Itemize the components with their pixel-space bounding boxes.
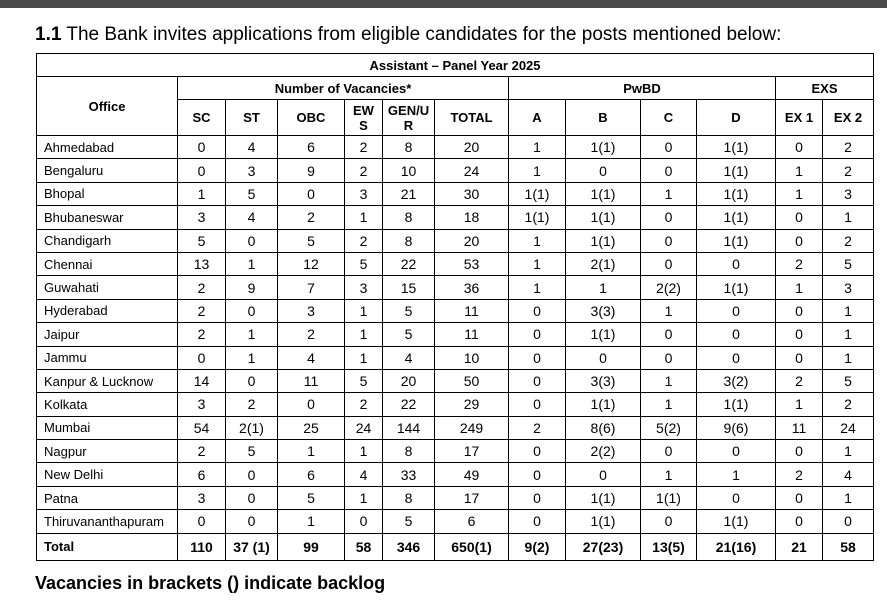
- vacancy-cell-ex1: 2: [776, 463, 823, 486]
- vacancy-cell-sc: 5: [178, 229, 226, 252]
- vacancy-cell-st: 4: [226, 206, 278, 229]
- vacancy-cell-ews: 1: [345, 346, 383, 369]
- column-header-st: ST: [226, 100, 278, 136]
- vacancy-cell-st: 5: [226, 440, 278, 463]
- table-row: [37, 510, 874, 533]
- vacancy-cell-gen-ur: 21: [383, 182, 435, 205]
- vacancy-cell-pwbd-a: 0: [509, 440, 566, 463]
- vacancy-cell-pwbd-c: 0: [641, 206, 697, 229]
- vacancy-cell-ex1: 2: [776, 252, 823, 275]
- vacancy-cell-ews: 1: [345, 206, 383, 229]
- vacancy-cell-st: 1: [226, 323, 278, 346]
- vacancies-group-header: Number of Vacancies*: [178, 77, 509, 100]
- total-cell-pwbd-b: 27(23): [566, 533, 641, 560]
- vacancy-cell-st: 0: [226, 299, 278, 322]
- vacancy-cell-total: 17: [435, 440, 509, 463]
- office-name-cell: Bengaluru: [37, 159, 178, 182]
- table-row: [37, 369, 874, 392]
- vacancy-cell-gen-ur: 4: [383, 346, 435, 369]
- vacancy-cell-pwbd-d: 1(1): [697, 276, 776, 299]
- total-cell-pwbd-a: 9(2): [509, 533, 566, 560]
- vacancy-cell-gen-ur: 20: [383, 369, 435, 392]
- vacancy-cell-ews: 2: [345, 229, 383, 252]
- column-header-pwbd-a: A: [509, 100, 566, 136]
- office-name-cell: Jammu: [37, 346, 178, 369]
- vacancy-cell-obc: 0: [278, 393, 345, 416]
- vacancy-cell-ews: 5: [345, 252, 383, 275]
- table-row: [37, 252, 874, 275]
- vacancy-cell-pwbd-d: 0: [697, 299, 776, 322]
- office-name-cell: Kolkata: [37, 393, 178, 416]
- vacancy-cell-ex1: 0: [776, 206, 823, 229]
- total-cell-ews: 58: [345, 533, 383, 560]
- vacancy-cell-obc: 7: [278, 276, 345, 299]
- vacancy-cell-ex1: 1: [776, 276, 823, 299]
- vacancy-cell-gen-ur: 33: [383, 463, 435, 486]
- office-name-cell: Thiruvananthapuram: [37, 510, 178, 533]
- vacancy-cell-gen-ur: 8: [383, 440, 435, 463]
- total-cell-gen-ur: 346: [383, 533, 435, 560]
- vacancy-cell-ex2: 0: [823, 510, 874, 533]
- vacancy-cell-ex2: 1: [823, 346, 874, 369]
- table-row: [37, 346, 874, 369]
- column-header-pwbd-d: D: [697, 100, 776, 136]
- total-cell-pwbd-d: 21(16): [697, 533, 776, 560]
- vacancy-cell-total: 18: [435, 206, 509, 229]
- column-header-ews: EWS: [345, 100, 383, 136]
- section-number: 1.1: [35, 24, 62, 45]
- vacancy-cell-sc: 0: [178, 159, 226, 182]
- vacancy-cell-pwbd-a: 0: [509, 486, 566, 509]
- vacancy-cell-obc: 25: [278, 416, 345, 439]
- vacancy-cell-sc: 6: [178, 463, 226, 486]
- vacancy-cell-gen-ur: 8: [383, 486, 435, 509]
- vacancy-cell-pwbd-b: 1(1): [566, 323, 641, 346]
- vacancy-cell-ex2: 1: [823, 299, 874, 322]
- vacancy-cell-pwbd-c: 0: [641, 252, 697, 275]
- pwbd-group-header: PwBD: [509, 77, 776, 100]
- vacancy-cell-sc: 14: [178, 369, 226, 392]
- vacancy-cell-pwbd-a: 1: [509, 159, 566, 182]
- vacancy-cell-pwbd-d: 1(1): [697, 393, 776, 416]
- vacancy-cell-gen-ur: 5: [383, 510, 435, 533]
- total-cell-ex2: 58: [823, 533, 874, 560]
- vacancy-cell-obc: 4: [278, 346, 345, 369]
- table-row: [37, 229, 874, 252]
- vacancy-cell-ews: 4: [345, 463, 383, 486]
- vacancy-cell-obc: 5: [278, 486, 345, 509]
- table-row: [37, 276, 874, 299]
- vacancy-cell-pwbd-b: 1: [566, 276, 641, 299]
- vacancy-cell-pwbd-b: 0: [566, 346, 641, 369]
- vacancy-cell-sc: 1: [178, 182, 226, 205]
- vacancy-cell-pwbd-a: 1: [509, 276, 566, 299]
- vacancy-cell-pwbd-d: 3(2): [697, 369, 776, 392]
- office-name-cell: Chandigarh: [37, 229, 178, 252]
- vacancy-cell-pwbd-d: 0: [697, 440, 776, 463]
- table-row: [37, 206, 874, 229]
- vacancy-cell-pwbd-d: 1(1): [697, 159, 776, 182]
- vacancy-cell-sc: 0: [178, 510, 226, 533]
- vacancy-cell-ex1: 0: [776, 229, 823, 252]
- table-row: [37, 463, 874, 486]
- total-label-cell: Total: [37, 533, 178, 560]
- total-cell-st: 37 (1): [226, 533, 278, 560]
- vacancy-cell-pwbd-c: 1(1): [641, 486, 697, 509]
- column-header-pwbd-c: C: [641, 100, 697, 136]
- office-name-cell: New Delhi: [37, 463, 178, 486]
- vacancy-cell-sc: 3: [178, 486, 226, 509]
- vacancy-cell-pwbd-a: 0: [509, 323, 566, 346]
- vacancy-cell-ews: 5: [345, 369, 383, 392]
- vacancy-cell-pwbd-d: 1(1): [697, 206, 776, 229]
- vacancy-cell-total: 49: [435, 463, 509, 486]
- vacancy-cell-total: 24: [435, 159, 509, 182]
- vacancy-cell-pwbd-d: 1(1): [697, 510, 776, 533]
- office-name-cell: Mumbai: [37, 416, 178, 439]
- vacancy-cell-ex2: 5: [823, 252, 874, 275]
- table-row: [37, 182, 874, 205]
- vacancy-cell-gen-ur: 8: [383, 229, 435, 252]
- office-name-cell: Bhopal: [37, 182, 178, 205]
- vacancy-cell-ex1: 0: [776, 346, 823, 369]
- vacancy-cell-pwbd-c: 1: [641, 393, 697, 416]
- vacancy-cell-st: 0: [226, 369, 278, 392]
- vacancy-cell-ex1: 1: [776, 393, 823, 416]
- table-row: [37, 486, 874, 509]
- vacancy-cell-ex1: 0: [776, 299, 823, 322]
- vacancy-cell-pwbd-a: 1(1): [509, 206, 566, 229]
- column-header-gen-ur: GEN/UR: [383, 100, 435, 136]
- section-heading: [35, 24, 781, 46]
- vacancy-cell-pwbd-a: 0: [509, 510, 566, 533]
- office-name-cell: Nagpur: [37, 440, 178, 463]
- vacancy-cell-obc: 5: [278, 229, 345, 252]
- vacancy-cell-obc: 0: [278, 182, 345, 205]
- vacancy-cell-sc: 0: [178, 136, 226, 159]
- vacancy-cell-total: 29: [435, 393, 509, 416]
- total-cell-pwbd-c: 13(5): [641, 533, 697, 560]
- vacancy-cell-sc: 3: [178, 206, 226, 229]
- vacancy-cell-ex1: 1: [776, 182, 823, 205]
- vacancy-cell-pwbd-b: 1(1): [566, 393, 641, 416]
- vacancy-cell-total: 36: [435, 276, 509, 299]
- vacancy-cell-pwbd-d: 1(1): [697, 229, 776, 252]
- vacancy-cell-ex2: 2: [823, 393, 874, 416]
- vacancy-cell-ex1: 0: [776, 323, 823, 346]
- vacancy-cell-gen-ur: 10: [383, 159, 435, 182]
- vacancy-table: [36, 53, 874, 561]
- column-header-ex1: EX 1: [776, 100, 823, 136]
- vacancy-cell-sc: 54: [178, 416, 226, 439]
- vacancy-cell-total: 20: [435, 136, 509, 159]
- vacancy-cell-ex2: 1: [823, 486, 874, 509]
- vacancy-cell-total: 249: [435, 416, 509, 439]
- office-name-cell: Jaipur: [37, 323, 178, 346]
- vacancy-cell-obc: 6: [278, 463, 345, 486]
- vacancy-cell-gen-ur: 5: [383, 323, 435, 346]
- vacancy-cell-pwbd-d: 0: [697, 346, 776, 369]
- vacancy-cell-sc: 0: [178, 346, 226, 369]
- vacancy-cell-ex2: 4: [823, 463, 874, 486]
- vacancy-cell-pwbd-b: 2(2): [566, 440, 641, 463]
- vacancy-cell-ews: 1: [345, 440, 383, 463]
- vacancy-cell-total: 50: [435, 369, 509, 392]
- vacancy-cell-pwbd-a: 2: [509, 416, 566, 439]
- vacancy-cell-pwbd-d: 0: [697, 486, 776, 509]
- vacancy-cell-pwbd-b: 2(1): [566, 252, 641, 275]
- vacancy-cell-gen-ur: 8: [383, 136, 435, 159]
- table-row: [37, 299, 874, 322]
- vacancy-cell-ex1: 0: [776, 440, 823, 463]
- vacancy-cell-ex1: 0: [776, 486, 823, 509]
- exs-group-header: EXS: [776, 77, 874, 100]
- vacancy-cell-pwbd-c: 0: [641, 323, 697, 346]
- vacancy-cell-ex2: 1: [823, 440, 874, 463]
- vacancy-cell-total: 10: [435, 346, 509, 369]
- vacancy-cell-pwbd-a: 1: [509, 136, 566, 159]
- vacancy-cell-pwbd-a: 0: [509, 463, 566, 486]
- vacancy-cell-pwbd-a: 0: [509, 369, 566, 392]
- vacancy-cell-ex1: 11: [776, 416, 823, 439]
- office-name-cell: Ahmedabad: [37, 136, 178, 159]
- vacancy-cell-st: 4: [226, 136, 278, 159]
- column-header-obc: OBC: [278, 100, 345, 136]
- vacancy-cell-pwbd-b: 0: [566, 159, 641, 182]
- vacancy-cell-pwbd-a: 0: [509, 299, 566, 322]
- vacancy-cell-gen-ur: 5: [383, 299, 435, 322]
- vacancy-cell-pwbd-c: 0: [641, 346, 697, 369]
- vacancy-cell-st: 0: [226, 486, 278, 509]
- vacancy-cell-gen-ur: 144: [383, 416, 435, 439]
- vacancy-cell-pwbd-b: 1(1): [566, 182, 641, 205]
- vacancy-cell-total: 11: [435, 323, 509, 346]
- vacancy-cell-pwbd-b: 8(6): [566, 416, 641, 439]
- vacancy-cell-ex2: 5: [823, 369, 874, 392]
- office-name-cell: Bhubaneswar: [37, 206, 178, 229]
- office-name-cell: Patna: [37, 486, 178, 509]
- vacancy-cell-ews: 1: [345, 299, 383, 322]
- vacancy-cell-obc: 12: [278, 252, 345, 275]
- office-name-cell: Kanpur & Lucknow: [37, 369, 178, 392]
- vacancy-cell-total: 11: [435, 299, 509, 322]
- vacancy-cell-sc: 2: [178, 440, 226, 463]
- vacancy-cell-st: 9: [226, 276, 278, 299]
- vacancy-cell-pwbd-a: 1: [509, 252, 566, 275]
- vacancy-cell-pwbd-b: 1(1): [566, 486, 641, 509]
- vacancy-cell-pwbd-a: 1(1): [509, 182, 566, 205]
- vacancy-cell-ex2: 2: [823, 229, 874, 252]
- vacancy-cell-ex1: 0: [776, 136, 823, 159]
- total-cell-total: 650(1): [435, 533, 509, 560]
- vacancy-cell-ews: 3: [345, 276, 383, 299]
- vacancy-cell-pwbd-b: 1(1): [566, 206, 641, 229]
- vacancy-cell-st: 0: [226, 463, 278, 486]
- vacancy-cell-pwbd-c: 2(2): [641, 276, 697, 299]
- office-name-cell: Guwahati: [37, 276, 178, 299]
- section-heading-text: The Bank invites applications from eligible candidates for the posts mentioned below:: [66, 24, 782, 45]
- vacancy-cell-ews: 2: [345, 159, 383, 182]
- vacancy-cell-pwbd-c: 1: [641, 463, 697, 486]
- vacancy-cell-st: 2(1): [226, 416, 278, 439]
- vacancy-cell-total: 53: [435, 252, 509, 275]
- vacancy-cell-pwbd-c: 0: [641, 440, 697, 463]
- vacancy-cell-sc: 2: [178, 323, 226, 346]
- vacancy-cell-ews: 3: [345, 182, 383, 205]
- table-row: [37, 136, 874, 159]
- vacancy-cell-gen-ur: 15: [383, 276, 435, 299]
- vacancy-cell-pwbd-b: 1(1): [566, 510, 641, 533]
- vacancy-cell-ex2: 2: [823, 136, 874, 159]
- table-title: Assistant – Panel Year 2025: [37, 54, 874, 77]
- vacancy-cell-obc: 11: [278, 369, 345, 392]
- vacancy-cell-pwbd-c: 5(2): [641, 416, 697, 439]
- vacancy-cell-st: 1: [226, 252, 278, 275]
- vacancy-cell-total: 6: [435, 510, 509, 533]
- office-name-cell: Hyderabad: [37, 299, 178, 322]
- vacancy-cell-obc: 2: [278, 323, 345, 346]
- vacancy-cell-pwbd-c: 0: [641, 229, 697, 252]
- top-border-bar: [0, 0, 887, 8]
- vacancy-cell-ews: 2: [345, 136, 383, 159]
- vacancy-cell-st: 0: [226, 510, 278, 533]
- office-name-cell: Chennai: [37, 252, 178, 275]
- vacancy-cell-obc: 6: [278, 136, 345, 159]
- column-header-sc: SC: [178, 100, 226, 136]
- vacancy-cell-total: 30: [435, 182, 509, 205]
- vacancy-cell-gen-ur: 22: [383, 393, 435, 416]
- column-header-ex2: EX 2: [823, 100, 874, 136]
- vacancy-cell-ex2: 3: [823, 182, 874, 205]
- vacancy-cell-st: 3: [226, 159, 278, 182]
- vacancy-cell-ews: 1: [345, 323, 383, 346]
- vacancy-cell-total: 20: [435, 229, 509, 252]
- vacancy-cell-ews: 0: [345, 510, 383, 533]
- vacancy-cell-sc: 2: [178, 276, 226, 299]
- table-row: [37, 393, 874, 416]
- vacancy-cell-pwbd-c: 0: [641, 510, 697, 533]
- backlog-footnote: Vacancies in brackets () indicate backlog: [35, 573, 386, 593]
- vacancy-cell-pwbd-b: 0: [566, 463, 641, 486]
- vacancy-cell-pwbd-b: 1(1): [566, 136, 641, 159]
- vacancy-cell-pwbd-d: 0: [697, 323, 776, 346]
- vacancy-cell-pwbd-c: 0: [641, 159, 697, 182]
- vacancy-cell-ews: 2: [345, 393, 383, 416]
- vacancy-cell-obc: 3: [278, 299, 345, 322]
- vacancy-cell-pwbd-c: 1: [641, 299, 697, 322]
- vacancy-cell-ex2: 1: [823, 323, 874, 346]
- total-cell-obc: 99: [278, 533, 345, 560]
- vacancy-cell-pwbd-d: 0: [697, 252, 776, 275]
- vacancy-cell-sc: 13: [178, 252, 226, 275]
- vacancy-cell-pwbd-d: 1(1): [697, 182, 776, 205]
- vacancy-cell-total: 17: [435, 486, 509, 509]
- vacancy-cell-st: 5: [226, 182, 278, 205]
- table-row: [37, 159, 874, 182]
- vacancy-cell-pwbd-d: 1: [697, 463, 776, 486]
- vacancy-cell-pwbd-d: 9(6): [697, 416, 776, 439]
- total-cell-ex1: 21: [776, 533, 823, 560]
- total-row: [37, 533, 874, 560]
- vacancy-cell-st: 0: [226, 229, 278, 252]
- column-header-pwbd-b: B: [566, 100, 641, 136]
- table-row: [37, 440, 874, 463]
- total-cell-sc: 110: [178, 533, 226, 560]
- vacancy-cell-ex2: 24: [823, 416, 874, 439]
- vacancy-cell-sc: 3: [178, 393, 226, 416]
- column-header-total: TOTAL: [435, 100, 509, 136]
- vacancy-cell-pwbd-b: 3(3): [566, 369, 641, 392]
- vacancy-cell-ex2: 2: [823, 159, 874, 182]
- vacancy-cell-pwbd-b: 3(3): [566, 299, 641, 322]
- vacancy-cell-pwbd-b: 1(1): [566, 229, 641, 252]
- vacancy-cell-ex1: 1: [776, 159, 823, 182]
- vacancy-cell-st: 2: [226, 393, 278, 416]
- vacancy-cell-ex2: 1: [823, 206, 874, 229]
- vacancy-cell-obc: 1: [278, 440, 345, 463]
- vacancy-cell-pwbd-a: 1: [509, 229, 566, 252]
- vacancy-cell-pwbd-c: 1: [641, 369, 697, 392]
- vacancy-cell-obc: 2: [278, 206, 345, 229]
- vacancy-cell-pwbd-c: 0: [641, 136, 697, 159]
- vacancy-cell-ex1: 2: [776, 369, 823, 392]
- vacancy-cell-ex2: 3: [823, 276, 874, 299]
- vacancy-cell-ews: 24: [345, 416, 383, 439]
- table-row: [37, 323, 874, 346]
- vacancy-cell-gen-ur: 22: [383, 252, 435, 275]
- vacancy-cell-pwbd-a: 0: [509, 393, 566, 416]
- vacancy-cell-ex1: 0: [776, 510, 823, 533]
- vacancy-cell-st: 1: [226, 346, 278, 369]
- vacancy-cell-pwbd-a: 0: [509, 346, 566, 369]
- vacancy-cell-obc: 9: [278, 159, 345, 182]
- vacancy-cell-pwbd-c: 1: [641, 182, 697, 205]
- vacancy-cell-obc: 1: [278, 510, 345, 533]
- vacancy-cell-sc: 2: [178, 299, 226, 322]
- office-header: Office: [37, 77, 178, 136]
- vacancy-cell-gen-ur: 8: [383, 206, 435, 229]
- vacancy-cell-ews: 1: [345, 486, 383, 509]
- vacancy-cell-pwbd-d: 1(1): [697, 136, 776, 159]
- table-row: [37, 416, 874, 439]
